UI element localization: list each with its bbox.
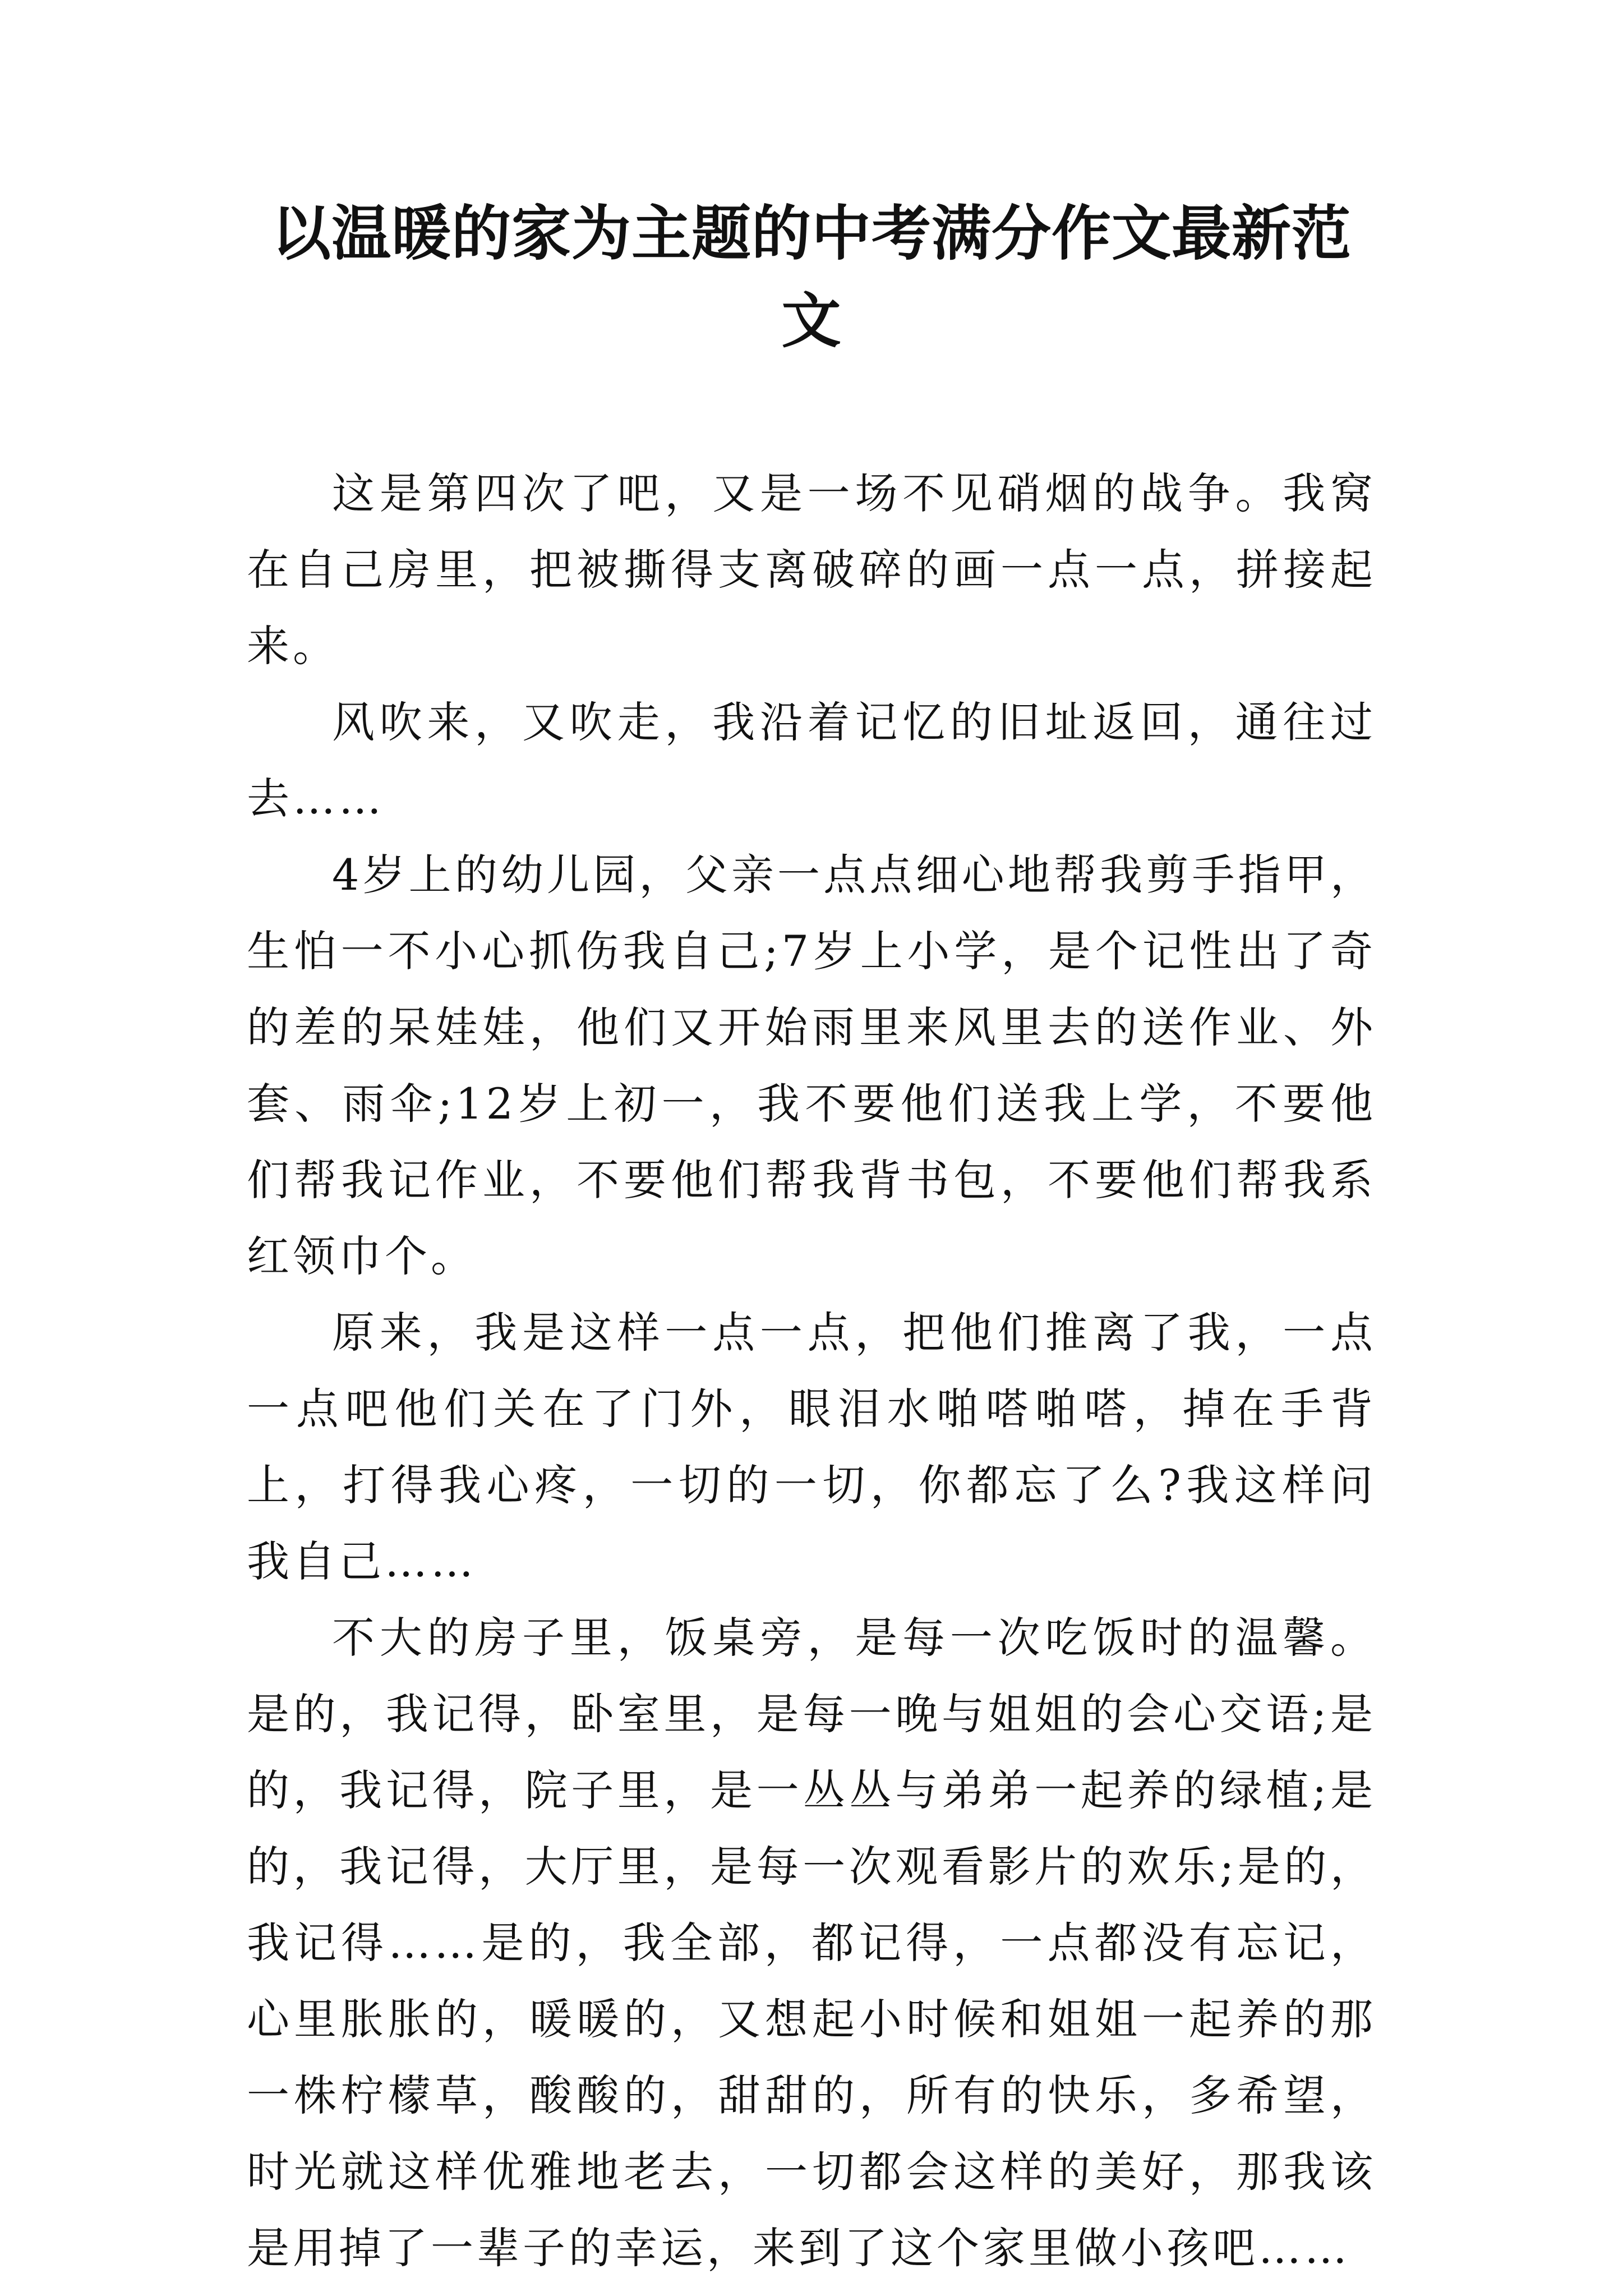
paragraph-5: 不大的房子里，饭桌旁，是每一次吃饭时的温馨。是的，我记得，卧室里，是每一晚与姐姐的会心交语;是的，我记得，院子里，是一丛丛与弟弟一起养的绿植;是的，我记得，大厅里，是每一次观看影片的欢乐;是的，我记得……是的，我全部，都记得，一点都没有忘记，心里胀胀的，暖暖的，又想起小时候和姐姐一起养的那一株柠檬草，酸酸的，甜甜的，所有的快乐，多希望，时光就这样优雅地老去，一切都会这样的美好，那我该是用掉了一辈子的幸运，来到了这个家里做小孩吧…… <box>247 1613 1376 2273</box>
document-body <box>247 455 1376 2286</box>
paragraph-3: 4岁上的幼儿园，父亲一点点细心地帮我剪手指甲，生怕一不小心抓伤我自己;7岁上小学，是个记性出了奇的差的呆娃娃，他们又开始雨里来风里去的送作业、外套、雨伞;12岁上初一，我不要他们送我上学，不要他们帮我记作业，不要他们帮我背书包，不要他们帮我系红领巾个。 <box>247 850 1376 1281</box>
document-title: 以温暖的家为主题的中考满分作文最新范文 <box>271 198 1352 356</box>
paragraph-4: 原来，我是这样一点一点，把他们推离了我，一点一点吧他们关在了门外，眼泪水啪嗒啪嗒，掉在手背上，打得我心疼，一切的一切，你都忘了么?我这样问我自己…… <box>247 1308 1376 1586</box>
paragraph-1: 这是第四次了吧，又是一场不见硝烟的战争。我窝在自己房里，把被撕得支离破碎的画一点一点，拼接起来。 <box>247 468 1376 671</box>
paragraph-2: 风吹来，又吹走，我沿着记忆的旧址返回，通往过去…… <box>247 697 1376 823</box>
